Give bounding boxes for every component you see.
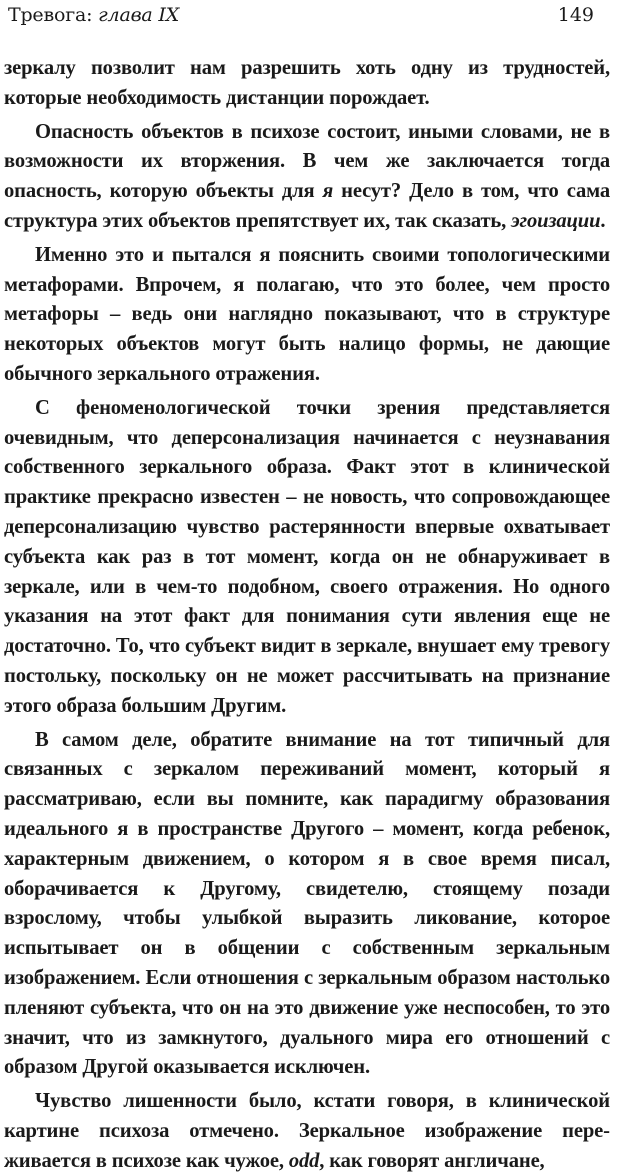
paragraph-text: , как говорят англичане, — [319, 1149, 545, 1172]
emphasis-text: я — [322, 180, 334, 203]
emphasis-text: odd — [288, 1149, 320, 1172]
paragraph-text: Чувство лишенности было, кстати говоря, в клинической картине психоза отмечено. Зеркальное изображение переживается в психозе как чужое, — [4, 1090, 610, 1172]
paragraph-text: Опасность объектов в психозе состоит, иными словами, не в возможности их вторжения. В чем же заключается тогда опасность, которую объекты для — [4, 120, 610, 203]
paragraph — [4, 118, 610, 237]
paragraph-text: . — [600, 209, 606, 232]
running-head-chapter: глава IX — [98, 4, 180, 26]
paragraph — [4, 241, 610, 390]
paragraph — [4, 54, 610, 114]
paragraph — [4, 394, 610, 722]
paragraph-text: Именно это и пытался я пояснить своими топологическими метафорами. Впрочем, я полагаю, что это более, чем просто метафоры – ведь они наглядно показывают, что в структуре некоторых объектов могут быть налицо формы, не дающие обычного зеркального отражения. — [4, 243, 610, 385]
page-header — [4, 0, 610, 44]
running-head-prefix: Тревога: — [8, 4, 99, 26]
emphasis-text: эгоизации — [511, 209, 601, 232]
paragraph-text: несут? Дело в том, что сама структура этих объектов препятствует их, так сказать, — [4, 180, 610, 232]
paragraph-text: зеркалу позволит нам разрешить хоть одну из трудностей, которые необходимость дистанции порождает. — [4, 57, 610, 109]
page-number: 149 — [557, 4, 594, 26]
paragraph — [4, 726, 610, 1084]
body-text — [4, 54, 610, 1176]
paragraph — [4, 1087, 610, 1176]
paragraph-text: С феноменологической точки зрения представляется очевидным, что деперсонализация начинается с неузнавания собственного зеркального образа. Факт этот в клинической практике прекрасно известен – не новость, что сопровождающее деперсонализацию чувство растерянности впервые охватывает субъекта как раз в тот момент, когда он не обнаруживает в зеркале, или в чем-то подобном, своего отражения. Но одного указания на этот факт для понимания сути явления еще не достаточно. То, что субъект видит в зеркале, внушает ему тревогу постольку, поскольку он не может рассчитывать на признание этого образа большим Другим. — [4, 396, 610, 717]
paragraph-text: В самом деле, обратите внимание на тот типичный для связанных с зеркалом переживаний момент, который я рассматриваю, если вы помните, как парадигму образования идеального я в пространстве Другого – момент, когда ребенок, характерным движением, о котором я в свое время писал, оборачивается к Другому, свидетелю, стоящему позади взрослому, чтобы улыбкой выразить ликование, которое испытывает он в общении с собственным зеркальным изображением. Если отношения с зеркальным образом настолько пленяют субъекта, что он на это движение уже неспособен, то это значит, что из замкнутого, дуального мира его отношений с образом Другой оказывается исключен. — [4, 728, 610, 1079]
running-head — [8, 4, 179, 26]
